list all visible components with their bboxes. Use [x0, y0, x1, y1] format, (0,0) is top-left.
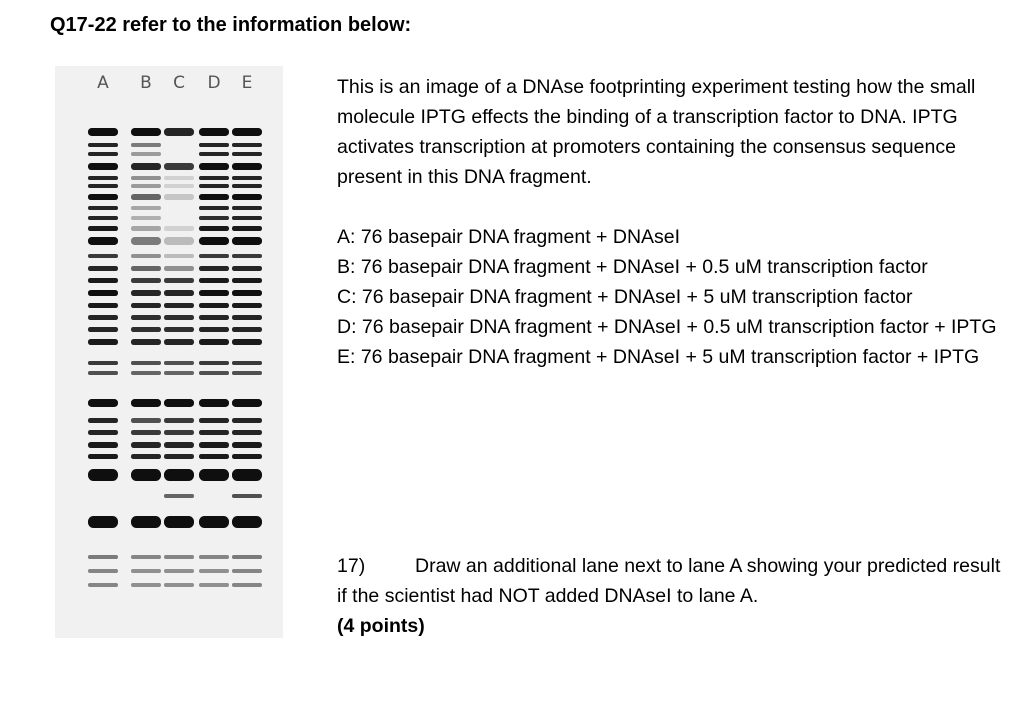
gel-band — [164, 266, 194, 271]
gel-band — [232, 494, 262, 498]
gel-band — [88, 278, 118, 283]
gel-band — [131, 176, 161, 180]
gel-band — [88, 361, 118, 365]
gel-band — [199, 237, 229, 245]
gel-band — [88, 152, 118, 156]
gel-band — [232, 339, 262, 345]
lane-description-e: E: 76 basepair DNA fragment + DNAseI + 5 uM transcription factor + IPTG — [337, 346, 980, 368]
gel-band — [199, 315, 229, 320]
gel-band — [232, 555, 262, 559]
lane-label-e: E — [241, 73, 253, 93]
gel-band — [131, 216, 161, 220]
gel-band — [232, 237, 262, 245]
lane-label-a: A — [97, 73, 109, 93]
question-number: 17) — [337, 555, 366, 577]
gel-band — [88, 516, 118, 528]
gel-band — [232, 128, 262, 136]
gel-band — [164, 494, 194, 498]
gel-band — [164, 442, 194, 448]
gel-band — [232, 163, 262, 170]
gel-band — [164, 176, 194, 180]
gel-band — [131, 152, 161, 156]
gel-band — [131, 237, 161, 245]
gel-band — [88, 237, 118, 245]
lane-description-b: B: 76 basepair DNA fragment + DNAseI + 0.5 uM transcription factor — [337, 256, 928, 278]
gel-band — [164, 184, 194, 188]
gel-band — [131, 290, 161, 296]
gel-band — [232, 194, 262, 200]
gel-band — [164, 555, 194, 559]
gel-band — [164, 583, 194, 587]
gel-band — [199, 184, 229, 188]
gel-band — [131, 555, 161, 559]
gel-band — [88, 418, 118, 423]
gel-band — [88, 339, 118, 345]
gel-band — [164, 516, 194, 528]
gel-band — [131, 184, 161, 188]
gel-band — [199, 290, 229, 296]
gel-band — [164, 399, 194, 407]
gel-band — [199, 152, 229, 156]
gel-band — [164, 290, 194, 296]
gel-band — [131, 418, 161, 423]
gel-band — [199, 339, 229, 345]
gel-band — [88, 143, 118, 147]
lane-description-a: A: 76 basepair DNA fragment + DNAseI — [337, 226, 681, 248]
gel-band — [164, 254, 194, 258]
gel-band — [164, 327, 194, 332]
gel-band — [199, 143, 229, 147]
gel-band — [232, 143, 262, 147]
lane-label-d: D — [207, 73, 221, 93]
gel-band — [199, 418, 229, 423]
gel-band — [88, 163, 118, 170]
gel-band — [164, 454, 194, 459]
gel-band — [88, 583, 118, 587]
section-heading: Q17-22 refer to the information below: — [50, 14, 412, 36]
gel-band — [131, 143, 161, 147]
gel-band — [131, 583, 161, 587]
gel-band — [199, 163, 229, 170]
gel-band — [88, 430, 118, 435]
gel-band — [232, 254, 262, 258]
gel-band — [164, 194, 194, 200]
gel-band — [88, 371, 118, 375]
gel-band — [232, 371, 262, 375]
gel-band — [88, 290, 118, 296]
gel-band — [131, 303, 161, 308]
gel-band — [88, 194, 118, 200]
gel-band — [232, 226, 262, 231]
gel-band — [232, 430, 262, 435]
gel-band — [131, 454, 161, 459]
gel-band — [232, 290, 262, 296]
gel-band — [199, 569, 229, 573]
gel-band — [88, 128, 118, 136]
gel-band — [199, 226, 229, 231]
gel-band — [131, 339, 161, 345]
lane-label-c: C — [173, 73, 185, 93]
gel-band — [88, 454, 118, 459]
gel-band — [232, 278, 262, 283]
gel-band — [232, 206, 262, 210]
gel-band — [199, 583, 229, 587]
gel-band — [232, 442, 262, 448]
gel-band — [88, 399, 118, 407]
gel-band — [88, 184, 118, 188]
gel-band — [131, 442, 161, 448]
gel-band — [131, 128, 161, 136]
gel-band — [131, 226, 161, 231]
gel-band — [232, 418, 262, 423]
gel-band — [199, 454, 229, 459]
gel-band — [131, 430, 161, 435]
gel-band — [88, 206, 118, 210]
gel-band — [164, 128, 194, 136]
gel-band — [199, 555, 229, 559]
gel-band — [88, 266, 118, 271]
gel-band — [88, 216, 118, 220]
gel-band — [88, 442, 118, 448]
gel-band — [199, 371, 229, 375]
gel-band — [131, 163, 161, 170]
gel-band — [199, 194, 229, 200]
lane-label-b: B — [140, 73, 152, 93]
gel-band — [199, 254, 229, 258]
gel-band — [232, 152, 262, 156]
gel-band — [88, 226, 118, 231]
gel-band — [164, 361, 194, 365]
gel-band — [88, 303, 118, 308]
gel-band — [232, 184, 262, 188]
gel-band — [131, 315, 161, 320]
gel-band — [199, 206, 229, 210]
gel-band — [199, 361, 229, 365]
gel-band — [232, 176, 262, 180]
gel-image — [55, 66, 283, 638]
gel-band — [131, 194, 161, 200]
lane-description-d: D: 76 basepair DNA fragment + DNAseI + 0.5 uM transcription factor + IPTG — [337, 316, 997, 338]
gel-band — [88, 469, 118, 481]
question-text: Draw an additional lane next to lane A showing your predicted result if the scientist had NOT added DNAseI to lane A. — [337, 555, 1001, 607]
info-text — [337, 72, 1007, 372]
gel-band — [232, 216, 262, 220]
gel-band — [88, 176, 118, 180]
lane-description-c: C: 76 basepair DNA fragment + DNAseI + 5 uM transcription factor — [337, 286, 913, 308]
gel-band — [164, 430, 194, 435]
gel-band — [164, 569, 194, 573]
question-points: (4 points) — [337, 615, 425, 637]
gel-band — [131, 399, 161, 407]
gel-band — [164, 418, 194, 423]
question-17 — [337, 551, 1007, 641]
gel-band — [199, 399, 229, 407]
gel-band — [199, 327, 229, 332]
gel-band — [88, 315, 118, 320]
gel-band — [131, 569, 161, 573]
gel-band — [199, 516, 229, 528]
gel-band — [164, 303, 194, 308]
gel-band — [164, 339, 194, 345]
gel-band — [199, 278, 229, 283]
gel-band — [199, 442, 229, 448]
gel-band — [131, 206, 161, 210]
gel-band — [199, 128, 229, 136]
gel-band — [199, 266, 229, 271]
gel-band — [88, 569, 118, 573]
gel-band — [232, 516, 262, 528]
gel-band — [232, 266, 262, 271]
gel-band — [232, 454, 262, 459]
gel-band — [131, 278, 161, 283]
gel-band — [131, 371, 161, 375]
gel-band — [232, 303, 262, 308]
gel-band — [131, 266, 161, 271]
gel-band — [232, 399, 262, 407]
gel-band — [232, 583, 262, 587]
gel-band — [232, 569, 262, 573]
gel-band — [232, 469, 262, 481]
gel-band — [88, 327, 118, 332]
gel-band — [232, 361, 262, 365]
gel-band — [199, 469, 229, 481]
gel-band — [199, 430, 229, 435]
gel-band — [164, 315, 194, 320]
gel-band — [232, 327, 262, 332]
gel-band — [131, 469, 161, 481]
intro-paragraph: This is an image of a DNAse footprinting experiment testing how the small molecule IPTG effects the binding of a transcription factor to DNA. IPTG activates transcription at promoters containing the consensus sequence present in this DNA fragment. — [337, 76, 976, 188]
gel-band — [199, 216, 229, 220]
gel-band — [131, 516, 161, 528]
gel-band — [232, 315, 262, 320]
gel-band — [131, 361, 161, 365]
gel-band — [164, 371, 194, 375]
gel-band — [164, 237, 194, 245]
gel-band — [164, 226, 194, 231]
gel-band — [199, 176, 229, 180]
gel-band — [88, 254, 118, 258]
gel-band — [199, 303, 229, 308]
gel-band — [164, 163, 194, 170]
gel-band — [131, 327, 161, 332]
gel-band — [164, 469, 194, 481]
gel-band — [131, 254, 161, 258]
gel-band — [164, 278, 194, 283]
gel-band — [88, 555, 118, 559]
